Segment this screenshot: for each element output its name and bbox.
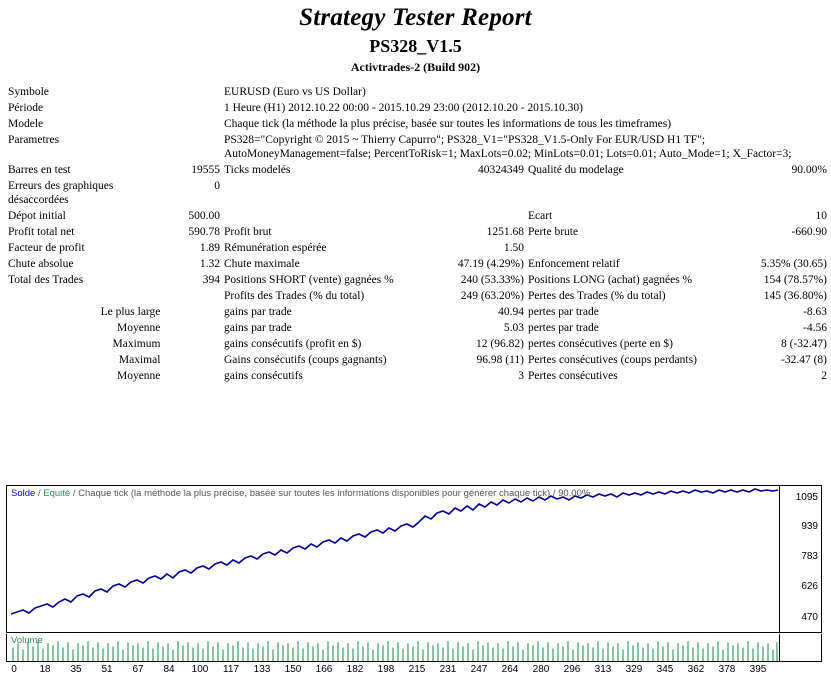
label-gross-loss: Perte brute [527,226,579,238]
table-row-errors [6,178,829,208]
volume-label: Volume [11,635,43,646]
label-modele: Modele [8,118,44,130]
spacer-cell [449,208,526,224]
label-short-trades: Positions SHORT (vente) gagnées % [224,274,394,286]
x-tick-19: 313 [594,664,612,675]
spacer-cell [162,304,222,320]
spacer-cell [162,320,222,336]
x-tick-8: 133 [253,664,271,675]
value-avg-cons-losses: 2 [821,370,827,382]
label-avg-cons-wins: gains consécutifs [224,370,303,382]
spacer-cell [222,208,449,224]
value-ticks: 40324349 [477,164,524,176]
value-largest-loss: -8.63 [803,306,827,318]
value-bars: 19555 [191,164,220,176]
table-row-maximum [6,336,829,352]
equity-chart [6,485,822,633]
label-largest-loss: pertes par trade [527,306,599,318]
spacer-cell [162,336,222,352]
y-tick-1: 939 [801,521,818,532]
table-row-total-trades [6,272,829,288]
label-max-cons-losses: pertes consécutives (perte en $) [527,338,673,350]
x-tick-13: 215 [408,664,426,675]
value-maximal-wins: 96.98 (11) [476,354,524,366]
equity-chart-plot [7,486,821,632]
spacer-cell [162,116,222,132]
label-average-profit: gains par trade [224,322,292,334]
label-deposit: Dépot initial [8,210,66,222]
spacer-cell [162,352,222,368]
label-rel-drawdown: Enfoncement relatif [527,258,620,270]
x-tick-10: 166 [315,664,333,675]
value-profit-trades: 249 (63.20%) [460,290,524,302]
table-row-bars [6,162,829,178]
label-largest-profit: gains par trade [224,306,292,318]
label-average: Moyenne [116,322,161,334]
label-quality: Qualité du modelage [527,164,624,176]
x-tick-17: 280 [532,664,550,675]
value-deposit: 500.00 [188,210,220,222]
legend-equite: Equité [43,488,71,499]
x-tick-3: 51 [101,664,113,675]
spacer-cell [526,178,741,208]
x-tick-24: 395 [749,664,767,675]
spacer-cell [449,178,526,208]
value-largest-profit: 40.94 [498,306,524,318]
x-tick-0: 0 [11,664,17,675]
spacer-cell [162,132,222,162]
spacer-cell [222,178,449,208]
volume-chart-plot [7,634,821,661]
spacer-cell [162,100,222,116]
spacer-cell [741,178,829,208]
ea-name: PS328_V1.5 [369,36,462,56]
label-profit-factor: Facteur de profit [8,242,85,254]
label-parametres: Parametres [8,134,60,146]
spacer-cell [162,84,222,100]
table-row-average [6,320,829,336]
x-tick-7: 117 [223,664,239,675]
label-maximal-losses: Pertes consécutives (coups perdants) [527,354,697,366]
table-row-symbole [6,84,829,100]
label-ticks: Ticks modelés [224,164,291,176]
table-row-profit-factor [6,240,829,256]
label-average-loss: pertes par trade [527,322,599,334]
label-spread: Ecart [527,210,553,222]
value-total-trades: 394 [202,274,220,286]
label-profit-trades: Profits des Trades (% du total) [224,290,365,302]
value-maximal-losses: -32.47 (8) [781,354,827,366]
table-row-maximal [6,352,829,368]
table-row-periode [6,100,829,116]
volume-y-axis [779,634,821,661]
y-tick-4: 470 [801,612,818,623]
label-max-drawdown: Chute maximale [224,258,300,270]
legend-solde: Solde [11,488,36,499]
value-quality: 90.00% [791,164,827,176]
label-largest: Le plus large [100,306,161,318]
value-long-trades: 154 (78.57%) [763,274,827,286]
value-avg-cons-wins: 3 [518,370,524,382]
x-tick-6: 100 [191,664,209,675]
label-net-profit: Profit total net [8,226,75,238]
value-max-cons-losses: 8 (-32.47) [781,338,827,350]
x-tick-11: 182 [346,664,364,675]
x-tick-23: 378 [718,664,736,675]
report-info-table [6,84,829,384]
x-tick-15: 247 [470,664,488,675]
table-row-net-profit [6,224,829,240]
table-row-avg-cons [6,368,829,384]
value-gross-loss: -660.90 [791,226,827,238]
value-periode: 1 Heure (H1) 2012.10.22 00:00 - 2015.10.29 23:00 (2012.10.20 - 2015.10.30) [224,102,584,114]
value-errors: 0 [214,180,220,192]
table-row-largest [6,304,829,320]
page-title: Strategy Tester Report [299,4,532,31]
label-loss-trades: Pertes des Trades (% du total) [527,290,666,302]
spacer-cell [162,288,222,304]
spacer-cell [6,288,162,304]
x-tick-1: 18 [39,664,51,675]
x-tick-16: 264 [501,664,519,675]
chart-x-axis [6,664,822,680]
x-tick-9: 150 [284,664,302,675]
label-avg-cons-losses: Pertes consécutives [527,370,618,382]
table-row-parametres [6,132,829,162]
label-total-trades: Total des Trades [8,274,84,286]
value-net-profit: 590.78 [188,226,220,238]
x-tick-20: 329 [625,664,643,675]
y-tick-0: 1095 [795,492,818,503]
value-loss-trades: 145 (36.80%) [763,290,827,302]
x-tick-12: 198 [377,664,395,675]
table-row-drawdown [6,256,829,272]
x-tick-5: 84 [163,664,175,675]
x-tick-2: 35 [70,664,82,675]
broker-build: Activtrades-2 (Build 902) [350,60,481,74]
volume-chart [6,634,822,662]
value-gross-profit: 1251.68 [486,226,524,238]
value-symbole: EURUSD (Euro vs US Dollar) [224,86,366,98]
x-tick-14: 231 [439,664,457,675]
label-maximal-wins: Gains consécutifs (coups gagnants) [224,354,387,366]
y-tick-3: 626 [801,581,818,592]
spacer-cell [162,368,222,384]
label-periode: Période [8,102,44,114]
label-maximum: Maximum [112,338,161,350]
chart-y-axis [779,486,821,632]
spacer-cell [526,240,741,256]
value-rel-drawdown: 5.35% (30.65) [760,258,827,270]
value-max-drawdown: 47.19 (4.29%) [457,258,524,270]
label-max-cons-wins: gains consécutifs (profit en $) [224,338,362,350]
table-row-deposit [6,208,829,224]
table-row-profit-loss-trades [6,288,829,304]
value-max-cons-wins: 12 (96.82) [476,338,524,350]
label-symbole: Symbole [8,86,49,98]
label-long-trades: Positions LONG (achat) gagnées % [527,274,693,286]
value-profit-factor: 1.89 [199,242,220,254]
x-tick-18: 296 [563,664,581,675]
value-parametres: PS328="Copyright © 2015 ~ Thierry Capurro"; PS328_V1="PS328_V1.5-Only For EUR/USD H1 TF"; AutoMoneyManagement=false; PercentToRisk=1; MaxLots=0.02; MinLots=0.01; Lots=0.01; Auto_Mode=1; X_Factor=3; [224,134,792,160]
report-page [0,4,831,683]
label-avg: Moyenne [116,370,161,382]
table-row-modele [6,116,829,132]
value-average-loss: -4.56 [803,322,827,334]
spacer-cell [741,240,829,256]
label-expected-payoff: Rémunération espérée [224,242,327,254]
label-abs-drawdown: Chute absolue [8,258,74,270]
label-errors: Erreurs des graphiques désaccordées [8,180,114,206]
x-tick-22: 362 [687,664,705,675]
label-bars: Barres en test [8,164,71,176]
value-modele: Chaque tick (la méthode la plus précise, basée sur toutes les informations de tous les timeframes) [224,118,672,130]
chart-legend [11,488,590,499]
legend-model-text: / Chaque tick (la méthode la plus précise, basée sur toutes les informations disponibles pour générer chaque tick) / 90.00% [72,488,591,499]
value-spread: 10 [815,210,827,222]
value-average-profit: 5.03 [503,322,524,334]
x-tick-21: 345 [656,664,674,675]
y-tick-2: 783 [801,551,818,562]
value-short-trades: 240 (53.33%) [460,274,524,286]
value-expected-payoff: 1.50 [503,242,524,254]
x-tick-4: 67 [132,664,144,675]
label-maximal: Maximal [118,354,161,366]
legend-separator: / [37,488,41,499]
value-abs-drawdown: 1.32 [199,258,220,270]
label-gross-profit: Profit brut [224,226,272,238]
